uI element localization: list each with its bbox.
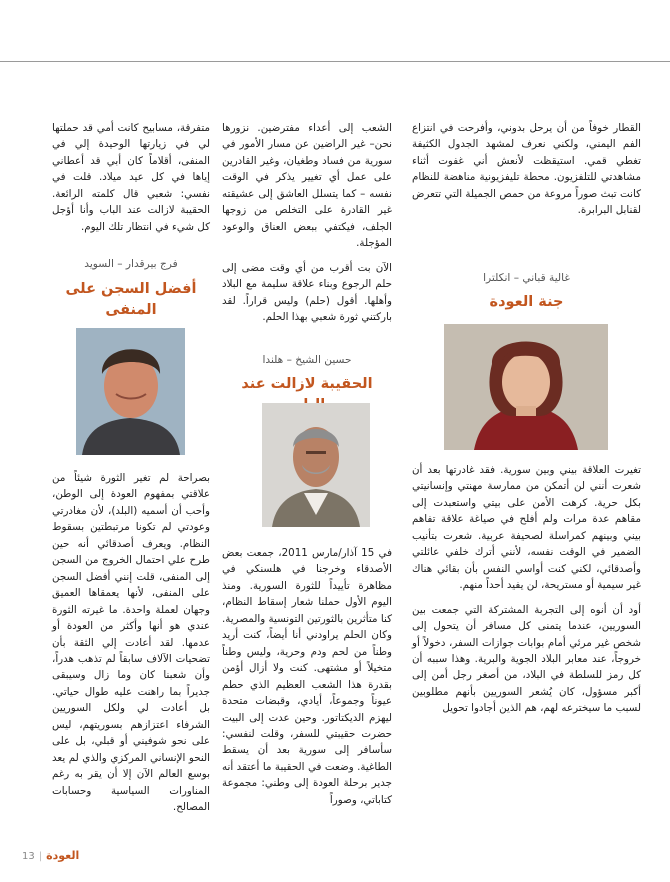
author-byline: فرج بيرقدار – السويد	[84, 258, 178, 270]
author-byline: حسين الشيخ – هلندا	[262, 354, 352, 366]
body-paragraph: الآن بت أقرب من أي وقت مضى إلى حلم الرجوع وبناء علاقة سليمة مع البلاد وأهلها. أقول (حلم) وليس قراراً. لقد باركتني ثورة شعبي بهذا الحلم.	[222, 261, 392, 323]
footer-divider: |	[38, 851, 43, 862]
body-paragraph: متفرقة، مسابيح كانت أمي قد حملتها لي في زيارتها الوحيدة إلي في المنفى، أقلاماً كان أبي قد أعطاني إياها في كل عيد ميلاد. قلت في نفسي: شعبي قال كلمته الرائعة. الحقيبة لازالت عند الباب وأنا أؤجل كل شيء في انتظار تلك اليوم.	[52, 122, 210, 233]
body-paragraph: الشعب إلى أعداء مفترضين. نزورها نحن– غير الراضين عن مسار الأمور في سورية من فساد وطغيان، وغير القادرين على عمل أي تغيير يذكر في الوقت نفسه – كما يتسلل العاشق إلى عشيقته غير القادرة على التخلص من زوجها الجلف، فيكتفي ببعض العناق والوعود المؤجلة.	[222, 122, 392, 250]
portrait-image	[76, 328, 185, 455]
article-title: أفضل السجن على المنفى	[65, 281, 197, 318]
article-title: الحقيبة لازالت عند	[241, 376, 373, 392]
column-middle-body	[222, 545, 392, 808]
column-right-body	[412, 462, 641, 717]
body-paragraph: القطار خوفاً من أن يرحل بدوني، وأفرحت في انتزاع الفم اليمني، ولكني نعرف لمشهد الجدول الكثيفة تغطي قمي. استيقظت لأنعش أني غفوت أثناء مشاهدتي للتلفزيون. محطة تليفزيونية مناهضة للنظام كانت تبث صوراً مروعة من حمص الجميلة التي تتعرض لقنابل البرابرة.	[412, 122, 641, 217]
portrait-image	[444, 324, 608, 450]
article-title: جنة العودة	[489, 294, 564, 310]
author-photo	[444, 324, 608, 450]
portrait-image	[262, 403, 370, 527]
header-rule	[0, 61, 670, 62]
page-footer	[22, 849, 79, 862]
body-paragraph: أود أن أنوه إلى التجربة المشتركة التي جمعت بين السوريين، عندما يتمنى كل مسافر أن يتحول إلى شخص غير مرئي أمام بوابات جوازات السفر، دخولاً أو خروجاً، عند معابر البلاد الجوية والبرية. وهذا سببه أن كل رمز للسلطة في البلاد، من أصغر رجل أمن إلى أكبر مسؤول، كان يُشعر السوريين بأنهم مطلوبين لسبب ما سيخترعه لهم، هم الذين أجادوا تحويل	[412, 603, 641, 715]
body-paragraph: تغيرت العلاقة بيني وبين سورية. فقد غادرتها بعد أن شعرت أنني لن أتمكن من ممارسة مهنتي وإنسانيتي بكل حرية. كرهت الأمن على بيتي واستعبدت إلى مقاهم عدة مرات ولم أفلح في صياغة علاقة تفاهم بيني وبينهم كمراسلة لصحيفة عربية. شعرت بتأنيب الضمير في الوقت نفسه، لأنني أترك خلفي عائلتي وأصدقائي، لكني كنت أواسي النفس بأن بقائي هناك غير سيمية أو مستريحة، لن يفيد أحداً منهم.	[412, 464, 641, 592]
page-number: 13	[22, 851, 35, 862]
author-photo	[262, 403, 370, 527]
column-left-body	[52, 470, 210, 816]
column-left	[52, 120, 210, 235]
body-paragraph: بصراحة لم تغير الثورة شيئاً من علاقتي بمفهوم العودة إلى الوطن، وأحب أن أسميه (البلد)، لأن مغادرتي وعودتي لم تكونا مرتبطتين بسقوط النظام. ويعرف أصدقائي أنه حين طرح علي احتمال الخروج من السجن إلى المنفى، قلت إنني أفضل السجن على المنفى، لأنها يعمقاها العميق وجهان لعملة واحدة. ما غيرته الثورة عندي هو أنها وأكثر من العودة أو عدمها. لقد أعادت إلي الثقة بأن تضحيات الآلاف سابقاً لم تذهب هدراً، وأن شعبنا كان وما زال وسيبقى جديراً بما راهنت عليه طوال حياتي. بل أعادت لي ولكل السوريين الشرفاء اعتزازهم بسوريتهم، ليس على نحو شوفيني أو قبلي، بل على النحو الإنساني المركزي والذي لم يعد بوسع العالم الآن إلا أن يقر به رغم المناورات السياسية وحسابات المصالح.	[52, 472, 210, 814]
magazine-logo: العودة	[46, 849, 80, 862]
column-middle	[222, 120, 392, 325]
body-paragraph: في 15 آذار/مارس 2011، جمعت بعض الأصدقاء وخرجنا في هلسنكي في مظاهرة تأييداً للثورة السورية. ومنذ اليوم الأول حملنا شعار إسقاط النظام، كنا متأثرين بالثورتين التونسية والمصرية. وكان الحلم يراودني أنا أيضاً، كنت أريد وطناً من لحم ودم وحرية، وليس وطناً متخيلاً أو مشتهى. كنت ولا أزال أؤمن بقدرة هذا الشعب العظيم الذي حطم عيوناً وجموعاً، أيادي، وقبضات متحدة ليهزم الديكتاتور. وحين عدت إلى البيت حضرت حقيبتي للسفر، وقلت لنفسي: سأسافر إلى سورية بعد أن يسقط الطاغية. وضعت في الحقيبة ما أعتقد أنه جدير برحلة العودة إلى وطني: مجموعة كتاباتي، وصوراً	[222, 547, 392, 806]
author-photo	[76, 328, 185, 455]
column-right	[412, 120, 641, 219]
author-byline: غالية قباني – انكلترا	[483, 272, 570, 284]
